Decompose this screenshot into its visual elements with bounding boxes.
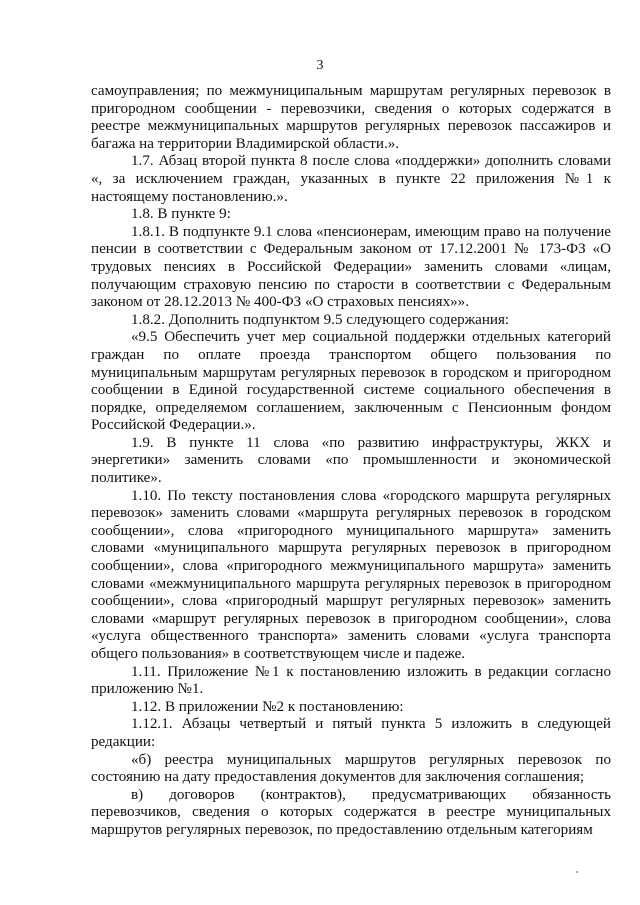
paragraph-1-7: 1.7. Абзац второй пункта 8 после слова «поддержки» дополнить словами «, за исключением граждан, указанных в пункте 22 приложения №1 к настоящему постановлению.». [91,153,611,205]
paragraph-1-12-1: 1.12.1. Абзацы четвертый и пятый пункта 5 изложить в следующей редакции: [91,716,611,750]
paragraph-1-8: 1.8. В пункте 9: [131,206,231,223]
paragraph-1-12: 1.12. В приложении №2 к постановлению: [131,698,404,715]
paragraph-b-quote: «б) реестра муниципальных маршрутов регулярных перевозок по состоянию на дату предоставления документов для заключения соглашения; [91,751,611,786]
paragraph-1-8-1: 1.8.1. В подпункте 9.1 слова «пенсионерам, имеющим право на получение пенсии в соответствии с Федеральным законом от 17.12.2001 № 173-ФЗ «О трудовых пенсиях в Российской Федерации» заменить словами «лицам, получающим страховую пенсию по старости в соответствии с Федеральным законом от 28.12.2013 № 400-ФЗ «О страховых пенсиях»». [91,223,611,311]
document-body [91,83,611,840]
page-number: 3 [316,58,324,73]
scan-speck [576,871,578,873]
paragraph-continuation: самоуправления; по межмуниципальным маршрутам регулярных перевозок в пригородном сообщении - перевозчики, сведения о которых содержатся в реестре межмуниципальных маршрутов регулярных перевозок пассажиров и багажа на территории Владимирской области.». [91,83,611,152]
paragraph-1-10: 1.10. По тексту постановления слова «городского маршрута регулярных перевозок» заменить словами «маршрута регулярных перевозок в городском сообщении», слова «пригородного муниципального маршрута» заменить словами «муниципального маршрута регулярных перевозок в пригородном сообщении», слова «пригородного межмуниципального маршрута» заменить словами «межмуниципального маршрута регулярных перевозок в пригородном сообщении», слова «пригородный маршрут регулярных перевозок» заменить словами «маршрут регулярных перевозок в пригородном сообщении», слова «услуга общественного транспорта» заменить словами «услуга транспорта общего пользования» в соответствующем числе и падеже. [91,487,611,662]
paragraph-1-8-2: 1.8.2. Дополнить подпунктом 9.5 следующего содержания: [131,311,510,328]
paragraph-v: в) договоров (контрактов), предусматривающих обязанность перевозчиков, сведения о которых содержатся в реестре муниципальных маршрутов регулярных перевозок, по предоставлению отдельным категориям [91,786,611,838]
paragraph-1-9: 1.9. В пункте 11 слова «по развитию инфраструктуры, ЖКХ и энергетики» заменить словами «по промышленности и экономической политике». [91,434,611,487]
paragraph-1-11: 1.11. Приложение №1 к постановлению изложить в редакции согласно приложению №1. [91,663,611,698]
paragraph-9-5-quote: «9.5 Обеспечить учет мер социальной поддержки отдельных категорий граждан по оплате проезда транспортом общего пользования по муниципальным маршрутам регулярных перевозок в городском и пригородном сообщении в Единой государственной системе социального обеспечения в порядке, определяемом соглашением, заключенным с Пенсионным фондом Российской Федерации.». [91,329,611,434]
